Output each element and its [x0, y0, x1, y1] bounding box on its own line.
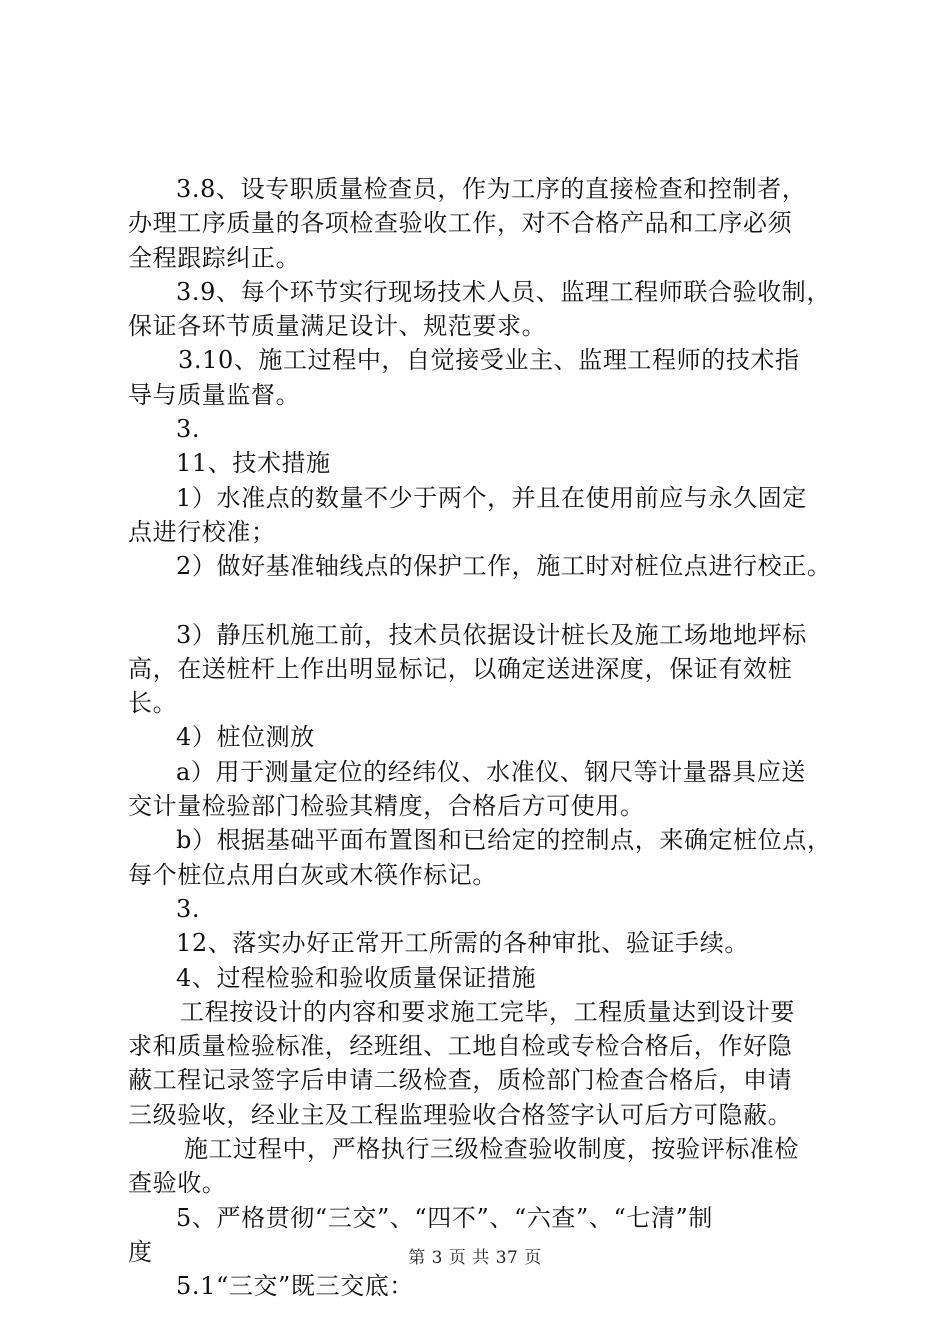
- text-line: 办理工序质量的各项检查验收工作，对不合格产品和工序必须: [128, 209, 793, 238]
- text-line: 4）桩位测放: [176, 723, 315, 752]
- document-body: [128, 172, 848, 1304]
- text-line: 12、落实办好正常开工所需的各种审批、验证手续。: [176, 929, 749, 958]
- text-line: 2）做好基准轴线点的保护工作，施工时对桩位点进行校正。: [176, 552, 832, 581]
- text-line: 查验收。: [128, 1169, 227, 1198]
- text-line: 3）静压机施工前，技术员依据设计桩长及施工场地地坪标: [176, 620, 807, 649]
- text-line: 施工过程中，严格执行三级检查验收制度，按验评标准检: [184, 1135, 799, 1164]
- text-line: 保证各环节质量满足设计、规范要求。: [128, 312, 547, 341]
- text-line: 蔽工程记录签字后申请二级检查，质检部门检查合格后，申请: [128, 1066, 793, 1095]
- text-line: b）根据基础平面布置图和已给定的控制点，来确定桩位点，: [176, 826, 832, 855]
- text-line: 度: [128, 1237, 153, 1266]
- text-line: 点进行校准；: [128, 517, 276, 546]
- text-line: 交计量检验部门检验其精度，合格后方可使用。: [128, 792, 645, 821]
- text-line: 高，在送桩杆上作出明显标记，以确定送进深度，保证有效桩: [128, 654, 793, 683]
- text-line: 工程按设计的内容和要求施工完毕，工程质量达到设计要: [180, 997, 795, 1026]
- text-line: 3.: [176, 415, 201, 444]
- page-footer: 第 3 页 共 37 页: [408, 1248, 542, 1268]
- text-line: 3.10、施工过程中，自觉接受业主、监理工程师的技术指: [178, 346, 800, 375]
- text-line: 导与质量监督。: [128, 380, 301, 409]
- text-line: 全程跟踪纠正。: [128, 243, 301, 272]
- text-line: 3.9、每个环节实行现场技术人员、监理工程师联合验收制，: [176, 277, 831, 306]
- text-line: 三级验收，经业主及工程监理验收合格签字认可后方可隐蔽。: [128, 1100, 793, 1129]
- text-line: 5、严格贯彻“三交”、“四不”、“六查”、“七清”制: [176, 1203, 714, 1232]
- blank-line: [128, 584, 848, 618]
- text-line: 3.8、设专职质量检查员，作为工序的直接检查和控制者，: [176, 175, 807, 203]
- text-line: 5.1“三交”既三交底：: [176, 1272, 414, 1301]
- text-line: 4、过程检验和验收质量保证措施: [176, 963, 537, 992]
- text-line: a）用于测量定位的经纬仪、水准仪、钢尺等计量器具应送: [176, 757, 806, 786]
- text-line: 1）水准点的数量不少于两个，并且在使用前应与永久固定: [176, 483, 807, 512]
- text-line: 3.: [176, 894, 201, 923]
- text-line: 11、技术措施: [176, 449, 331, 478]
- text-line: 每个桩位点用白灰或木筷作标记。: [128, 860, 497, 889]
- text-line: 求和质量检验标准，经班组、工地自检或专检合格后，作好隐: [128, 1032, 793, 1061]
- text-line: 长。: [128, 689, 178, 718]
